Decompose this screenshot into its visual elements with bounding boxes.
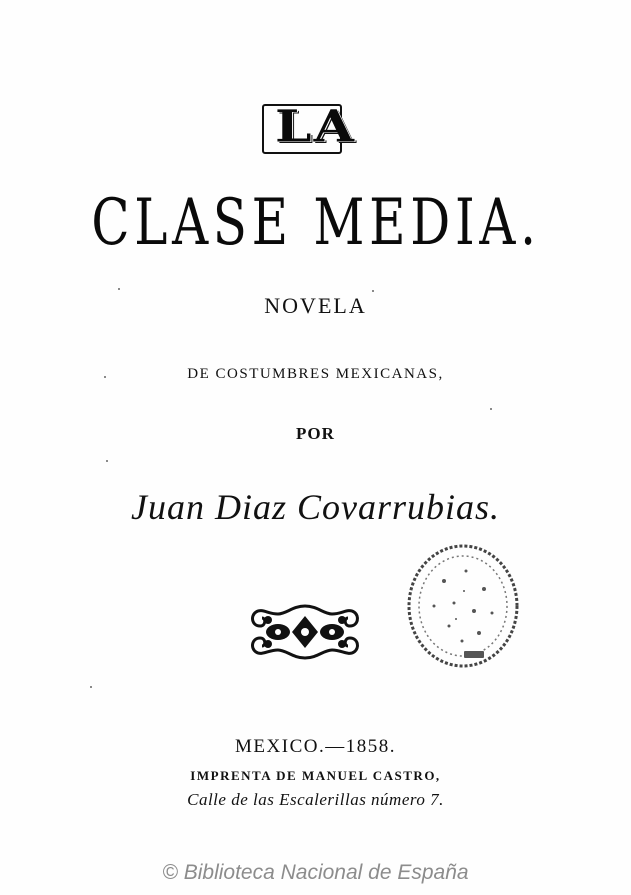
- place-and-date: MEXICO.—1858.: [235, 736, 396, 757]
- printer-line: IMPRENTA DE MANUEL CASTRO,: [190, 768, 441, 783]
- title-line-1: LA: [275, 100, 356, 153]
- copyright-watermark: © Biblioteca Nacional de España: [162, 861, 469, 884]
- paper-speck: [90, 686, 92, 688]
- by-line: POR: [296, 424, 335, 443]
- paper-speck: [104, 376, 106, 378]
- paper-speck: [106, 460, 108, 462]
- subtitle-2: DE COSTUMBRES MEXICANAS,: [187, 366, 444, 382]
- address-line: Calle de las Escalerillas número 7.: [187, 790, 444, 809]
- library-stamp-icon: [404, 541, 522, 671]
- subtitle: NOVELA: [264, 293, 367, 318]
- paper-speck: [490, 408, 492, 410]
- title-line-2: CLASE MEDIA.: [90, 186, 541, 260]
- printers-ornament-icon: [248, 600, 362, 664]
- paper-speck: [372, 290, 374, 292]
- author-name: Juan Diaz Covarrubias.: [130, 487, 500, 527]
- paper-speck: [118, 288, 120, 290]
